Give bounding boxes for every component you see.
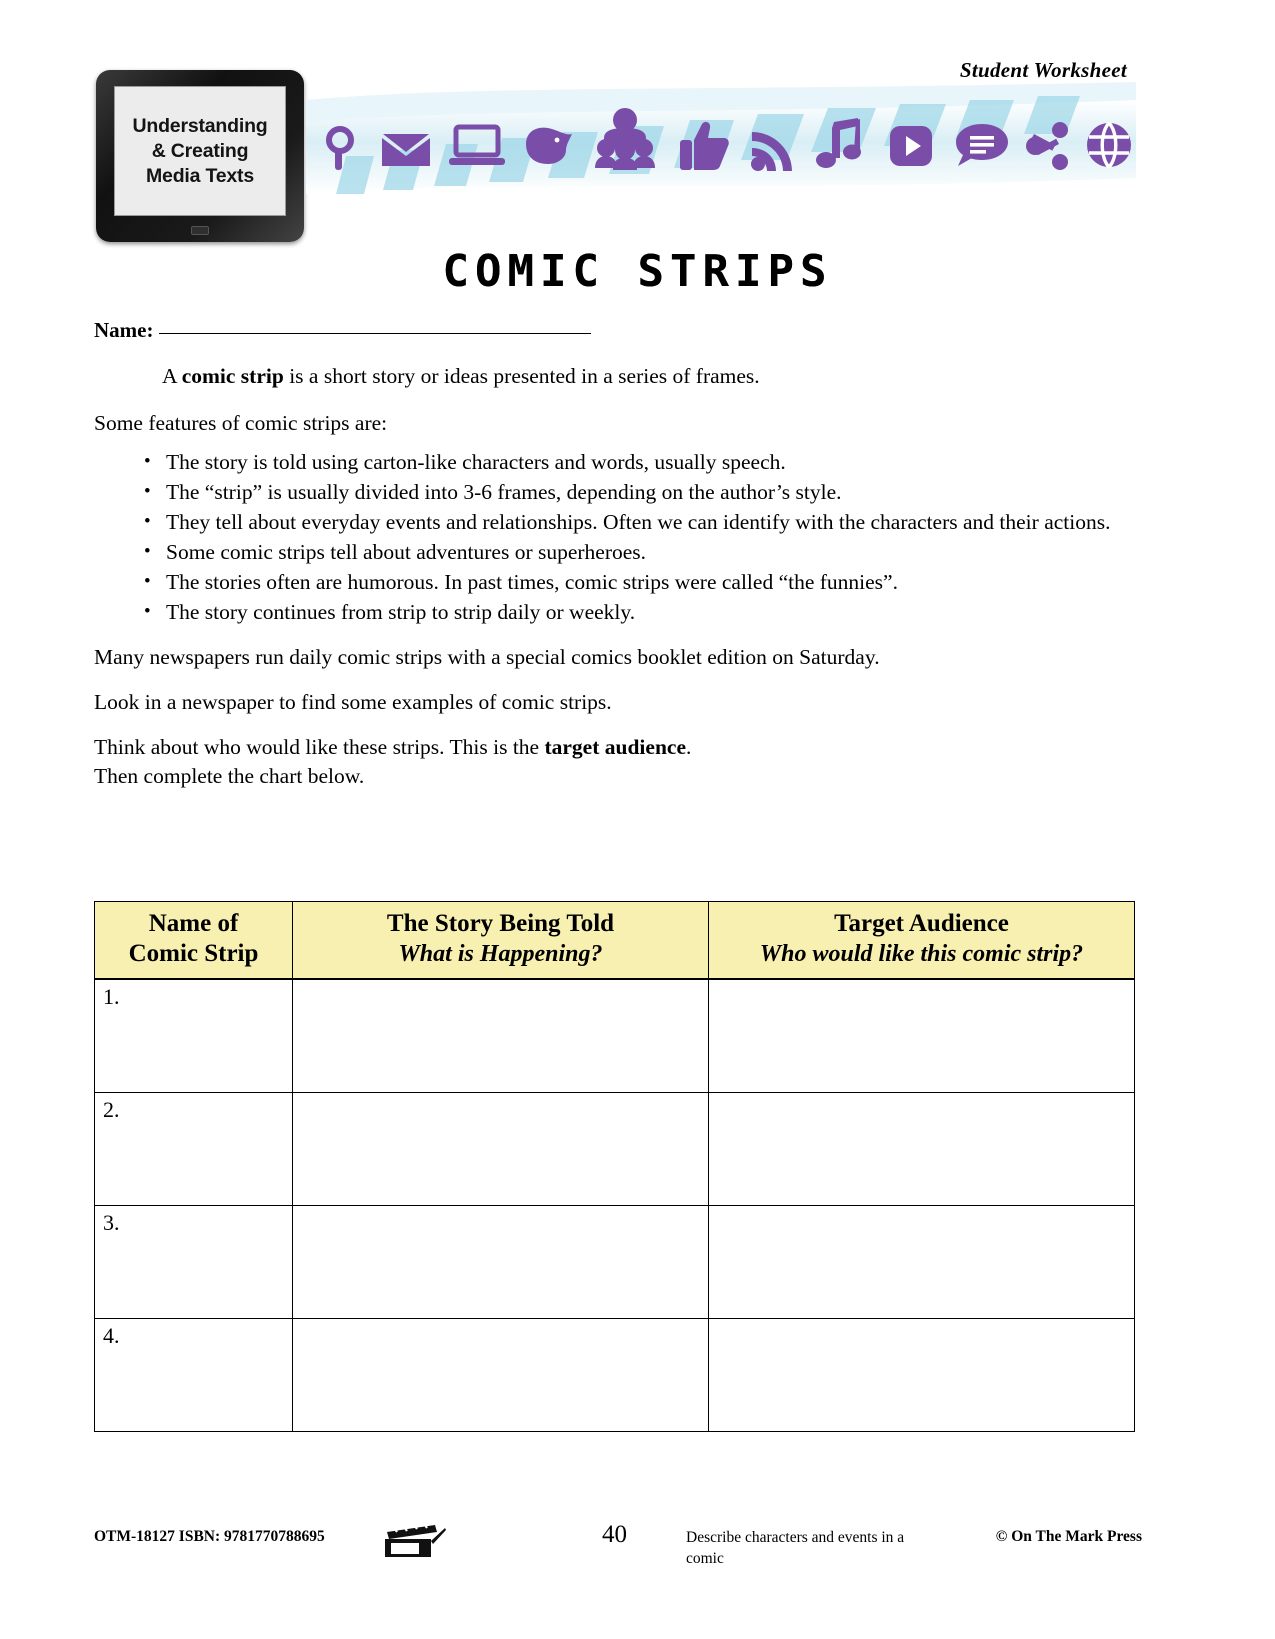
media-icons-banner xyxy=(306,82,1136,222)
row-3-audience-cell[interactable] xyxy=(709,1206,1135,1319)
look-paragraph: Look in a newspaper to find some examples of comic strips. xyxy=(94,690,612,714)
newspapers-paragraph: Many newspapers run daily comic strips with a special comics booklet edition on Saturday. xyxy=(94,645,880,669)
row-2-number[interactable]: 2. xyxy=(95,1093,293,1206)
col1-title-line2: Comic Strip xyxy=(128,940,259,967)
col3-subtitle: Who would like this comic strip? xyxy=(759,941,1084,967)
think-paragraph xyxy=(94,733,1142,762)
column-header-target-audience xyxy=(709,902,1135,980)
col2-subtitle: What is Happening? xyxy=(398,941,603,967)
globe-icon xyxy=(1084,120,1134,170)
row-4-number[interactable]: 4. xyxy=(95,1319,293,1432)
then-paragraph: Then complete the chart below. xyxy=(94,764,365,788)
row-2-audience-cell[interactable] xyxy=(709,1093,1135,1206)
table-row xyxy=(95,1206,1135,1319)
music-note-icon xyxy=(816,118,864,170)
speech-bubble-icon xyxy=(954,122,1010,170)
col2-title: The Story Being Told xyxy=(386,910,615,937)
video-play-icon xyxy=(886,122,936,170)
list-item: • Some comic strips tell about adventures or superheroes. xyxy=(144,538,1142,567)
intro-paragraph xyxy=(94,362,1142,391)
list-item: • The stories often are humorous. In past times, comic strips were called “the funnies”. xyxy=(144,568,1142,597)
page-number: 40 xyxy=(602,1521,627,1548)
badge-line-2: & Creating xyxy=(151,139,249,162)
list-item: • The story is told using carton-like characters and words, usually speech. xyxy=(144,448,1142,477)
footer-product-code: OTM-18127 ISBN: 9781770788695 xyxy=(94,1528,325,1545)
media-texts-badge xyxy=(96,70,304,242)
list-item: • The story continues from strip to strip daily or weekly. xyxy=(144,598,1142,627)
name-field-row xyxy=(94,318,591,343)
worksheet-body xyxy=(94,362,1142,807)
row-4-story-cell[interactable] xyxy=(293,1319,709,1432)
page-title xyxy=(0,246,1275,297)
badge-screen xyxy=(114,86,286,216)
magnifier-icon xyxy=(324,126,360,172)
row-3-number[interactable]: 3. xyxy=(95,1206,293,1319)
think-suffix: . xyxy=(686,735,692,759)
share-icon xyxy=(1026,122,1072,170)
footer-description: Describe characters and events in a comic xyxy=(686,1529,905,1567)
intro-prefix: A xyxy=(162,364,182,388)
features-list xyxy=(94,448,1142,627)
table-row xyxy=(95,979,1135,1093)
envelope-icon xyxy=(380,130,432,170)
intro-suffix: is a short story or ideas presented in a series of frames. xyxy=(283,364,760,388)
badge-line-3: Media Texts xyxy=(146,164,254,187)
row-1-story-cell[interactable] xyxy=(293,979,709,1093)
list-item: • The “strip” is usually divided into 3-6 frames, depending on the author’s style. xyxy=(144,478,1142,507)
list-item: • They tell about everyday events and relationships. Often we can identify with the characters and their actions. xyxy=(144,508,1142,537)
think-prefix: Think about who would like these strips. This is the xyxy=(94,735,545,759)
row-4-audience-cell[interactable] xyxy=(709,1319,1135,1432)
tablet-home-button-icon xyxy=(191,226,209,235)
row-1-audience-cell[interactable] xyxy=(709,979,1135,1093)
table-row xyxy=(95,1319,1135,1432)
page-footer xyxy=(94,1520,1142,1580)
rss-icon xyxy=(750,126,794,172)
target-audience-term: target audience xyxy=(544,735,686,759)
table-header-row xyxy=(95,902,1135,980)
comic-strip-chart xyxy=(94,901,1135,1432)
laptop-icon xyxy=(448,124,506,170)
student-worksheet-label: Student Worksheet xyxy=(959,58,1127,82)
name-input[interactable] xyxy=(159,333,591,334)
bird-icon xyxy=(522,124,576,168)
table-row xyxy=(95,1093,1135,1206)
name-label: Name: xyxy=(94,318,154,342)
row-1-number[interactable]: 1. xyxy=(95,979,293,1093)
people-group-icon xyxy=(592,108,658,170)
intro-bold-term: comic strip xyxy=(181,364,284,388)
row-3-story-cell[interactable] xyxy=(293,1206,709,1319)
badge-line-1: Understanding xyxy=(132,114,268,137)
clapperboard-icon xyxy=(377,1520,447,1562)
column-header-name-of-comic-strip xyxy=(95,902,293,980)
column-header-story-being-told xyxy=(293,902,709,980)
row-2-story-cell[interactable] xyxy=(293,1093,709,1206)
footer-copyright: © On The Mark Press xyxy=(995,1528,1142,1545)
col3-title: Target Audience xyxy=(834,910,1009,937)
thumbs-up-icon xyxy=(678,120,730,170)
col1-title-line1: Name of xyxy=(148,910,239,937)
page-title-text: COMIC STRIPS xyxy=(442,246,833,297)
features-lead: Some features of comic strips are: xyxy=(94,411,388,435)
